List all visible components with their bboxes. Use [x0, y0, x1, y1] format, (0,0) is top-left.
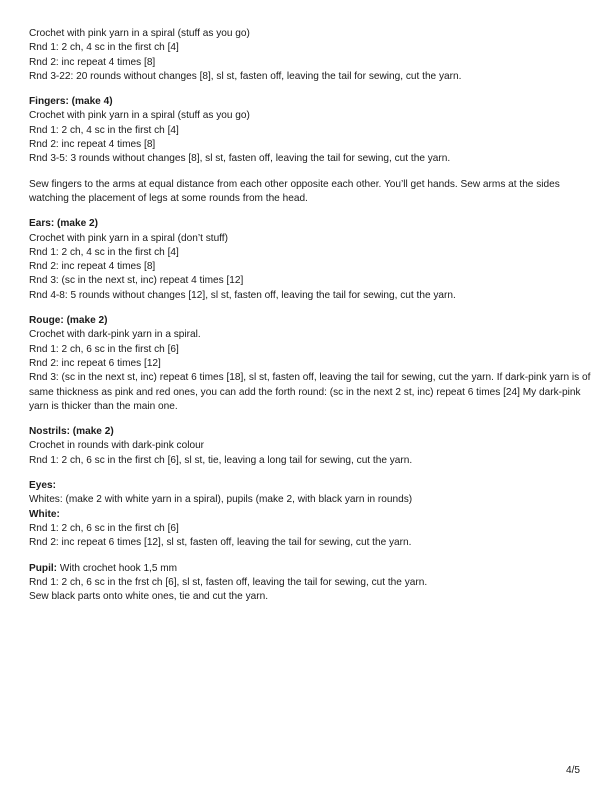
eyes-section: [29, 479, 595, 550]
ears-section: [29, 217, 595, 303]
pupil-line: Sew black parts onto white ones, tie and cut the yarn.: [29, 591, 269, 603]
pupil-heading-line: [29, 562, 595, 576]
eyes-white-subheading: White:: [29, 508, 60, 520]
rouge-round-3-text: Rnd 3: (sc in the next st, inc) repeat 6 times [18], sl st, fasten off, leaving the tail for sewing, cut the yarn. If dark-pink yarn is of same thickness as pink and red ones, you can add the forth round: (sc in the next 2 st, inc) repeat 6 times [24] My dark-pink yarn is thicker than the main one.: [29, 372, 591, 412]
body-intro-line: Rnd 1: 2 ch, 4 sc in the first ch [4]: [29, 42, 179, 54]
nostrils-heading: Nostrils: (make 2): [29, 426, 114, 438]
pupil-heading-rest: With crochet hook 1,5 mm: [57, 562, 178, 574]
pupil-section: [29, 562, 595, 605]
rouge-line: Rnd 2: inc repeat 6 times [12]: [29, 357, 161, 369]
eyes-line: Rnd 1: 2 ch, 6 sc in the first ch [6]: [29, 522, 179, 534]
nostrils-line: Rnd 1: 2 ch, 6 sc in the first ch [6], sl st, tie, leaving a long tail for sewing, cut the yarn.: [29, 454, 413, 466]
ears-line: Rnd 4-8: 5 rounds without changes [12], sl st, fasten off, leaving the tail for sewing, cut the yarn.: [29, 289, 456, 301]
ears-line: Rnd 2: inc repeat 4 times [8]: [29, 261, 156, 273]
pupil-heading: Pupil:: [29, 562, 58, 574]
fingers-line: Rnd 2: inc repeat 4 times [8]: [29, 139, 156, 151]
body-intro-section: [29, 27, 595, 84]
ears-line: Crochet with pink yarn in a spiral (don’t stuff): [29, 232, 228, 244]
rouge-section: [29, 314, 595, 414]
fingers-line: Crochet with pink yarn in a spiral (stuff as you go): [29, 110, 250, 122]
ears-heading: Ears: (make 2): [29, 218, 99, 230]
fingers-line: Rnd 3-5: 3 rounds without changes [8], sl st, fasten off, leaving the tail for sewing, cut the yarn.: [29, 153, 451, 165]
ears-line: Rnd 3: (sc in the next st, inc) repeat 4 times [12]: [29, 275, 244, 287]
assembly-note-text: Sew fingers to the arms at equal distance from each other opposite each other. You’ll get hands. Sew arms at the sides watching the placement of legs at some rounds from the head.: [29, 178, 560, 204]
nostrils-line: Crochet in rounds with dark-pink colour: [29, 440, 205, 452]
fingers-section: [29, 95, 595, 166]
eyes-intro: Whites: (make 2 with white yarn in a spiral), pupils (make 2, with black yarn in rounds): [29, 494, 413, 506]
assembly-note-section: [29, 178, 595, 207]
nostrils-section: [29, 425, 595, 468]
page-content: [29, 27, 595, 615]
rouge-line: Rnd 1: 2 ch, 6 sc in the first ch [6]: [29, 343, 179, 355]
fingers-heading: Fingers: (make 4): [29, 96, 113, 108]
body-intro-line: Crochet with pink yarn in a spiral (stuff as you go): [29, 28, 250, 39]
eyes-line: Rnd 2: inc repeat 6 times [12], sl st, fasten off, leaving the tail for sewing, cut the yarn.: [29, 537, 412, 549]
body-intro-line: Rnd 2: inc repeat 4 times [8]: [29, 56, 156, 68]
body-intro-line: Rnd 3-22: 20 rounds without changes [8], sl st, fasten off, leaving the tail for sewing, cut the yarn.: [29, 70, 462, 82]
fingers-line: Rnd 1: 2 ch, 4 sc in the first ch [4]: [29, 124, 179, 136]
page-number: 4/5: [565, 765, 580, 776]
eyes-heading: Eyes:: [29, 480, 56, 492]
ears-line: Rnd 1: 2 ch, 4 sc in the first ch [4]: [29, 246, 179, 258]
rouge-heading: Rouge: (make 2): [29, 315, 108, 327]
rouge-line: Crochet with dark-pink yarn in a spiral.: [29, 329, 201, 341]
pupil-line: Rnd 1: 2 ch, 6 sc in the frst ch [6], sl st, fasten off, leaving the tail for sewing, cut the yarn.: [29, 576, 428, 588]
